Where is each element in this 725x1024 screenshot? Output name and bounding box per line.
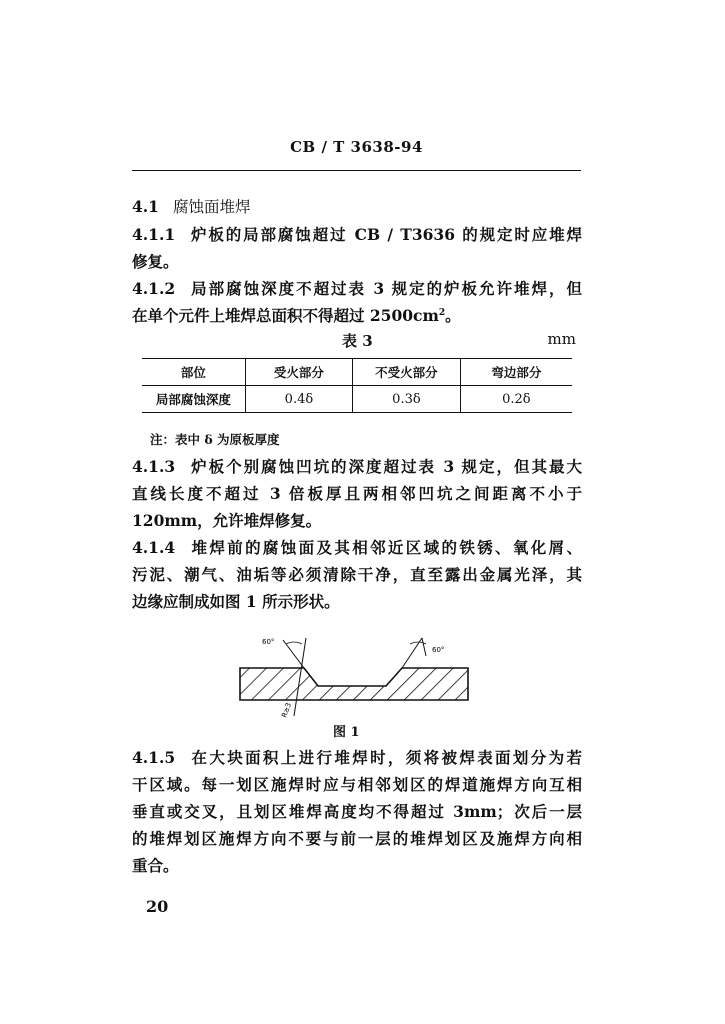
table-row-label: 局部腐蚀深度 [142,386,245,413]
section-4-1-heading [132,196,582,218]
left-angle-arc [286,642,302,644]
table-header-cell: 受火部分 [245,359,353,386]
right-angle-label: 60° [432,646,445,654]
section-4-1-4-line-3: 边缘应制成如图 1 所示形状。 [132,592,340,611]
table-row [142,386,572,413]
right-angle-line [402,638,422,668]
section-title: 腐蚀面堆焊 [172,198,251,216]
superscript: 2 [438,307,446,318]
header-rule [132,170,581,171]
paragraph-text: 炉板个别腐蚀凹坑的深度超过表 3 规定，但其最大 [189,457,582,476]
table-header-row [142,359,572,386]
table-caption-row [132,330,582,352]
paragraph-text: 炉板的局部腐蚀超过 CB / T3636 的规定时应堆焊 [189,225,582,244]
figure-caption: 图 1 [333,725,360,740]
corrosion-depth-table [142,358,572,413]
paragraph-text: 在单个元件上堆焊总面积不得超过 2500cm [132,306,439,325]
section-number: 4.1.2 [132,279,176,298]
section-4-1-4-line-2: 污泥、潮气、油垢等必须清除干净，直至露出金属光泽，其 [132,565,582,584]
page-number: 20 [146,897,169,916]
section-4-1-1-line-2: 修复。 [132,252,179,271]
paragraph-text: 在大块面积上进行堆焊时，须将被焊表面划分为若 [189,748,582,767]
slope-label: R≥3 [280,701,294,719]
section-number: 4.1 [132,197,159,216]
section-4-1-2-line-1 [132,278,582,300]
section-number: 4.1.3 [132,457,176,476]
paragraph-text: 局部腐蚀深度不超过表 3 规定的炉板允许堆焊，但 [189,279,582,298]
table-cell: 0.3δ [353,386,461,413]
section-4-1-2-line-2 [132,305,582,327]
table-header-cell: 部位 [142,359,245,386]
section-4-1-1-line-1 [132,224,582,246]
left-angle-label: 60° [262,638,275,646]
section-4-1-4-line-1 [132,537,582,559]
table-note: 注：表中 δ 为原板厚度 [150,432,280,447]
section-4-1-5-line-2: 干区域。每一划区施焊时应与相邻划区的焊道施焊方向互相 [132,775,582,794]
right-edge-leader [422,638,426,656]
section-4-1-5-line-5: 重合。 [132,856,179,875]
section-4-1-3-line-3: 120mm，允许堆焊修复。 [132,511,322,530]
running-header: CB / T 3638-94 [290,138,423,156]
paragraph-text: 堆焊前的腐蚀面及其相邻近区域的铁锈、氧化屑、 [189,538,582,557]
table-unit: mm [547,330,576,348]
section-4-1-5-line-1 [132,747,582,769]
section-number: 4.1.4 [132,538,176,557]
table-title: 表 3 [342,332,373,350]
section-4-1-5-line-4: 的堆焊划区施焊方向不要与前一层的堆焊划区及施焊方向相 [132,829,582,848]
table-cell: 0.2δ [460,386,572,413]
section-number: 4.1.1 [132,225,176,244]
section-4-1-5-line-3: 垂直或交叉，且划区堆焊高度均不得超过 3mm；次后一层 [132,802,582,821]
table-header-cell: 不受火部分 [353,359,461,386]
section-number: 4.1.5 [132,748,176,767]
figure-1-weld-edge-diagram [236,630,472,722]
section-4-1-3-line-1 [132,456,582,478]
table-header-cell: 弯边部分 [460,359,572,386]
plate-cross-section [240,668,468,700]
paragraph-text: 。 [445,306,461,325]
section-4-1-3-line-2: 直线长度不超过 3 倍板厚且两相邻凹坑之间距离不小于 [132,484,582,503]
table-cell: 0.4δ [245,386,353,413]
